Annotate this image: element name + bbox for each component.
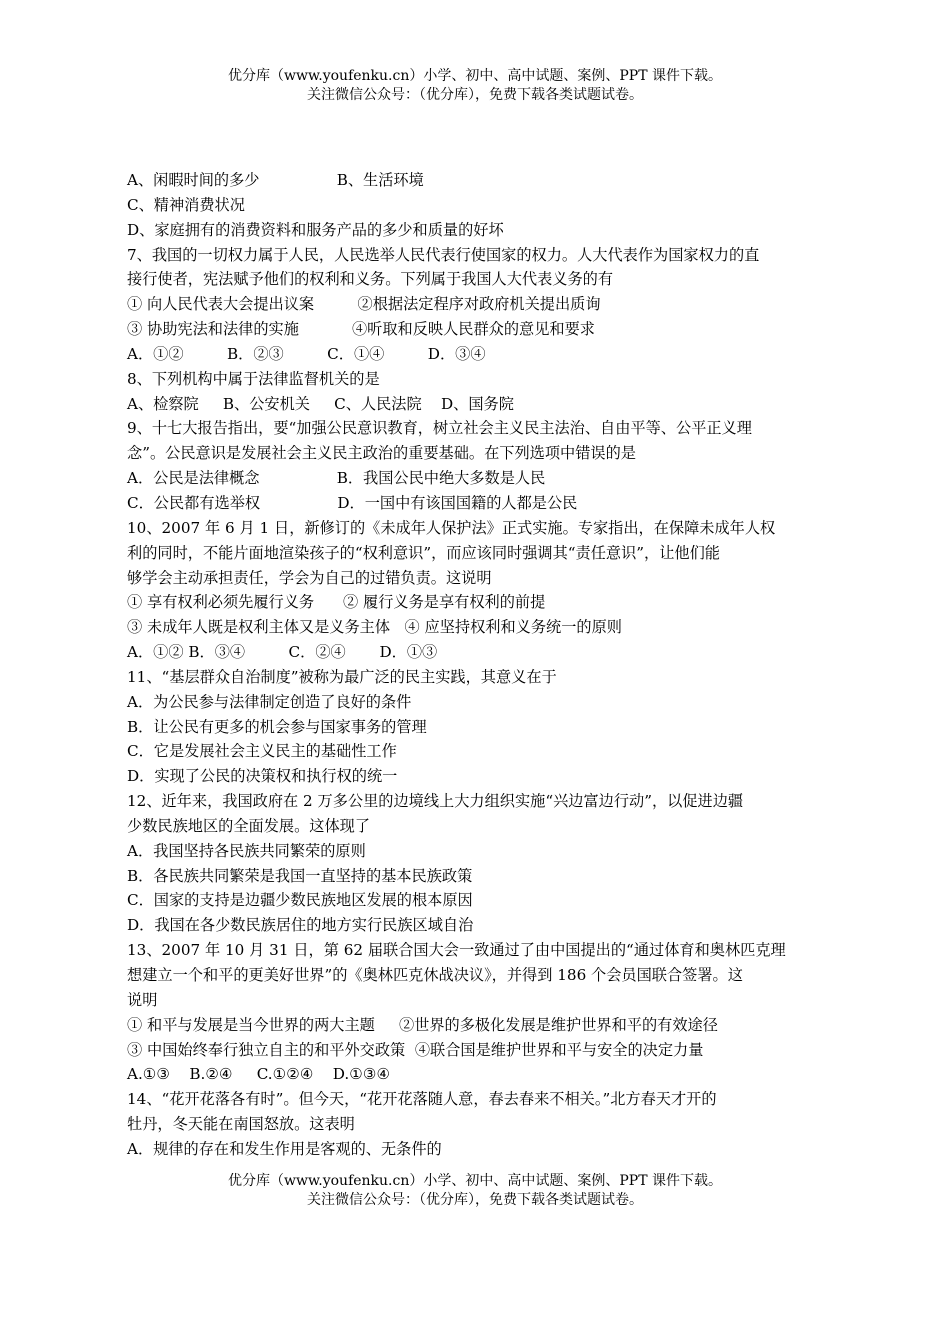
text-line: D．我国在各少数民族居住的地方实行民族区域自治 [127,916,474,935]
text-line: 13、2007 年 10 月 31 日，第 62 届联合国大会一致通过了由中国提出的“通过体育和奥林匹克理 [127,941,786,960]
text-line: A．为公民参与法律制定创造了良好的条件 [127,692,412,711]
text-line: 8、下列机构中属于法律监督机关的是 [127,369,380,388]
text-line: A．①② B．②③ C．①④ D．③④ [127,344,486,363]
text-line: ① 向人民代表大会提出议案 ②根据法定程序对政府机关提出质询 [127,295,601,314]
text-line: ③ 未成年人既是权利主体又是义务主体 ④ 应坚持权利和义务统一的原则 [127,618,622,637]
text-line: 念”。公民意识是发展社会主义民主政治的重要基础。在下列选项中错误的是 [127,444,636,463]
text-line: C．国家的支持是边疆少数民族地区发展的根本原因 [127,891,473,910]
text-line: C．它是发展社会主义民主的基础性工作 [127,742,397,761]
text-line: C、精神消费状况 [127,195,245,214]
text-line: B．让公民有更多的机会参与国家事务的管理 [127,717,427,736]
text-line: 够学会主动承担责任，学会为自己的过错负责。这说明 [127,568,492,587]
text-line: 11、“基层群众自治制度”被称为最广泛的民主实践，其意义在于 [127,667,557,686]
text-line: A.①③ B.②④ C.①②④ D.①③④ [127,1065,391,1084]
text-line: ③ 中国始终奉行独立自主的和平外交政策 ④联合国是维护世界和平与安全的决定力量 [127,1040,704,1059]
header-line-2: 关注微信公众号：（优分库），免费下载各类试题试卷。 [307,87,643,103]
footer-line-2: 关注微信公众号：（优分库），免费下载各类试题试卷。 [307,1192,643,1208]
text-line: 利的同时，不能片面地渲染孩子的“权利意识”，而应该同时强调其“责任意识”，让他们能 [127,543,720,562]
text-line: A．①② B．③④ C．②④ D．①③ [127,643,438,662]
text-line: A．规律的存在和发生作用是客观的、无条件的 [127,1139,442,1158]
text-line: 想建立一个和平的更美好世界”的《奥林匹克休战决议》，并得到 186 个会员国联合签署。这 [127,966,743,984]
text-line: A、检察院 B、公安机关 C、人民法院 D、国务院 [127,394,514,413]
page-footer [0,1172,950,1210]
text-line: 9、十七大报告指出，要“加强公民意识教育，树立社会主义民主法治、自由平等、公平正义理 [127,419,752,438]
text-line: 少数民族地区的全面发展。这体现了 [127,816,370,835]
text-line: 接行使者，宪法赋予他们的权利和义务。下列属于我国人大代表义务的有 [127,270,613,289]
header-line-1: 优分库（www.youfenku.cn）小学、初中、高中试题、案例、PPT 课件下载。 [227,68,722,84]
text-line: 12、近年来，我国政府在 2 万多公里的边境线上大力组织实施“兴边富边行动”，以促进边疆 [127,792,744,811]
footer-line-1: 优分库（www.youfenku.cn）小学、初中、高中试题、案例、PPT 课件下载。 [227,1173,722,1189]
text-line: 牡丹，冬天能在南国怒放。这表明 [127,1115,355,1134]
text-line: A、闲暇时间的多少 B、生活环境 [127,171,424,189]
text-line: A．公民是法律概念 B．我国公民中绝大多数是人民 [127,469,546,488]
text-line: D．实现了公民的决策权和执行权的统一 [127,767,398,786]
text-line: 说明 [127,990,158,1009]
text-line: B．各民族共同繁荣是我国一直坚持的基本民族政策 [127,866,473,885]
text-line: 14、“花开花落各有时”。但今天，“花开花落随人意，春去春来不相关。”北方春天才开的 [127,1090,717,1109]
text-line: ① 和平与发展是当今世界的两大主题 ②世界的多极化发展是维护世界和平的有效途径 [127,1015,718,1034]
text-line: A．我国坚持各民族共同繁荣的原则 [127,841,366,860]
text-line: ① 享有权利必须先履行义务 ② 履行义务是享有权利的前提 [127,593,546,612]
text-line: D、家庭拥有的消费资料和服务产品的多少和质量的好坏 [127,220,504,239]
page-header [0,67,950,105]
text-line: 7、我国的一切权力属于人民，人民选举人民代表行使国家的权力。人大代表作为国家权力的直 [127,245,760,264]
text-line: 10、2007 年 6 月 1 日，新修订的《未成年人保护法》正式实施。专家指出，在保障未成年人权 [127,518,776,537]
text-line: ③ 协助宪法和法律的实施 ④听取和反映人民群众的意见和要求 [127,320,595,339]
question-content [127,168,827,1162]
text-line: C．公民都有选举权 D．一国中有该国国籍的人都是公民 [127,493,578,512]
